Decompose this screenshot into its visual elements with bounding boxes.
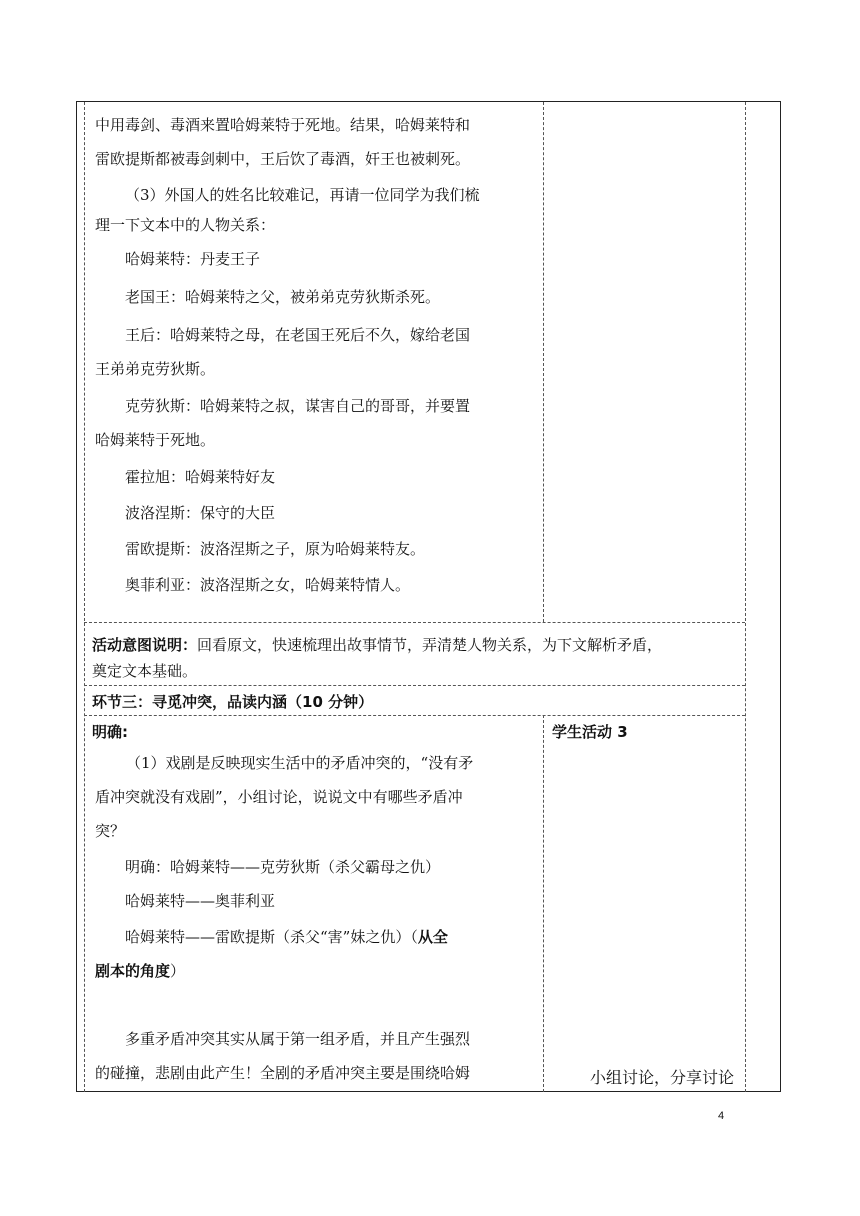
answer-line bbox=[92, 954, 473, 988]
text-line: 波洛涅斯：保守的大臣 bbox=[125, 504, 276, 522]
text-line: 王后：哈姆莱特之母，在老国王死后不久，嫁给老国 bbox=[125, 326, 471, 344]
answer-emphasis: 剧本的角度 bbox=[95, 962, 171, 980]
answer-line: 哈姆莱特——奥菲利亚 bbox=[125, 892, 276, 910]
intent-line-1: 回看原文，快速梳理出故事情节，弄清楚人物关系，为下文解析矛盾， bbox=[197, 636, 663, 654]
column-divider-left bbox=[84, 102, 85, 1092]
intent-label: 活动意图说明： bbox=[92, 636, 198, 654]
question-line: 突？ bbox=[95, 822, 126, 840]
text-line: 克劳狄斯：哈姆莱特之叔，谋害自己的哥哥，并要置 bbox=[125, 397, 471, 415]
text-line: 雷欧提斯都被毒剑刺中，王后饮了毒酒，奸王也被刺死。 bbox=[95, 150, 471, 168]
activity-intent-note bbox=[92, 632, 756, 684]
paragraph-line: 多重矛盾冲突其实从属于第一组矛盾，并且产生强烈 bbox=[125, 1030, 471, 1048]
paragraph-line: 的碰撞，悲剧由此产生！全剧的矛盾冲突主要是围绕哈姆 bbox=[95, 1064, 471, 1082]
clarify-heading: 明确: bbox=[92, 723, 128, 741]
page-number: 4 bbox=[718, 1110, 725, 1122]
text-line: 奥菲利亚：波洛涅斯之女，哈姆莱特情人。 bbox=[125, 576, 411, 594]
row-divider-3 bbox=[84, 715, 745, 716]
row-divider-1 bbox=[84, 622, 745, 623]
question-line: （1）戏剧是反映现实生活中的矛盾冲突的，“没有矛 bbox=[126, 754, 474, 772]
question-line: 盾冲突就没有戏剧”，小组讨论，说说文中有哪些矛盾冲 bbox=[95, 788, 463, 806]
lower-cell-content bbox=[92, 718, 473, 1090]
section-title: 环节三：寻觅冲突，品读内涵（10 分钟） bbox=[92, 693, 374, 711]
text-line: 理一下文本中的人物关系： bbox=[95, 216, 276, 234]
column-divider-middle-lower bbox=[543, 715, 544, 1092]
row-divider-2 bbox=[84, 685, 745, 686]
answer-line: 明确：哈姆莱特——克劳狄斯（杀父霸母之仇） bbox=[125, 858, 441, 876]
intent-line-2: 奠定文本基础。 bbox=[92, 662, 198, 680]
answer-emphasis: 从全 bbox=[417, 928, 448, 946]
column-divider-middle-upper bbox=[543, 102, 544, 622]
text-line: （3）外国人的姓名比较难记，再请一位同学为我们梳 bbox=[125, 186, 480, 204]
text-line: 哈姆莱特于死地。 bbox=[95, 431, 216, 449]
text-line: 王弟弟克劳狄斯。 bbox=[95, 360, 216, 378]
text-line: 雷欧提斯：波洛涅斯之子，原为哈姆莱特友。 bbox=[125, 540, 426, 558]
text-line: 霍拉旭：哈姆莱特好友 bbox=[125, 468, 276, 486]
answer-line bbox=[92, 920, 473, 954]
column-divider-right bbox=[745, 102, 746, 1092]
student-activity-title: 学生活动 3 bbox=[552, 723, 628, 741]
student-activity-note: 小组讨论，分享讨论 bbox=[590, 1068, 735, 1087]
text-line: 老国王：哈姆莱特之父，被弟弟克劳狄斯杀死。 bbox=[125, 288, 441, 306]
answer-text: 哈姆莱特——雷欧提斯（杀父“害”妹之仇）（ bbox=[125, 928, 418, 946]
text-line: 中用毒剑、毒酒来置哈姆莱特于死地。结果，哈姆莱特和 bbox=[95, 116, 471, 134]
answer-text: ） bbox=[170, 962, 186, 980]
upper-cell-content bbox=[95, 108, 480, 602]
text-line: 哈姆莱特：丹麦王子 bbox=[125, 250, 261, 268]
